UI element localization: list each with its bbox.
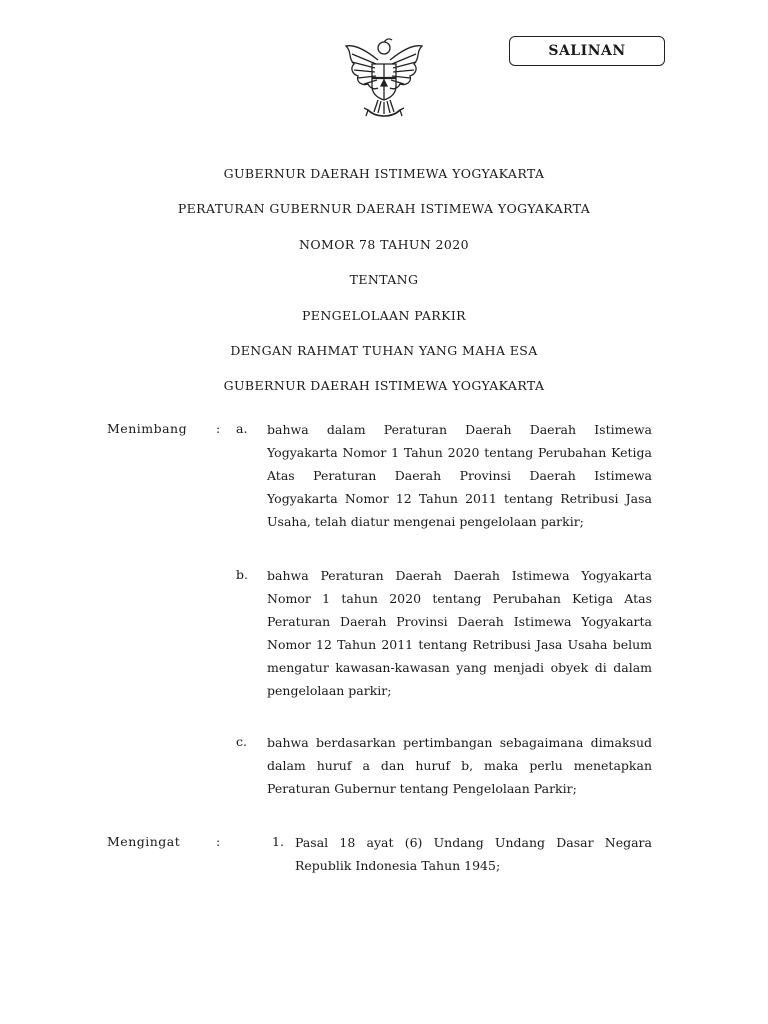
salinan-stamp <box>509 36 665 66</box>
menimbang-colon: : <box>216 421 221 436</box>
menimbang-label: Menimbang <box>107 421 188 436</box>
regulation-type-heading: PERATURAN GUBERNUR DAERAH ISTIMEWA YOGYAKARTA <box>177 201 591 216</box>
about-heading: TENTANG <box>349 272 419 287</box>
issuer-heading: GUBERNUR DAERAH ISTIMEWA YOGYAKARTA <box>223 166 545 181</box>
subject-heading: PENGELOLAAN PARKIR <box>302 308 466 323</box>
regulation-number-heading: NOMOR 78 TAHUN 2020 <box>299 237 469 252</box>
menimbang-item-marker-c: c. <box>236 734 247 749</box>
menimbang-item-c: bahwa berdasarkan pertimbangan sebagaimana dimaksud dalam huruf a dan huruf b, maka perlu menetapkan Peraturan Gubernur tentang Pengelolaan Parkir; <box>267 735 652 796</box>
garuda-emblem-icon <box>338 34 430 126</box>
invocation-heading: DENGAN RAHMAT TUHAN YANG MAHA ESA <box>230 343 538 358</box>
menimbang-item-marker-b: b. <box>236 567 248 582</box>
menimbang-item-b: bahwa Peraturan Daerah Daerah Istimewa Yogyakarta Nomor 1 tahun 2020 tentang Perubahan Ketiga Atas Peraturan Daerah Provinsi Daerah Istimewa Yogyakarta Nomor 12 Tahun 2011 tentang Retribusi Jasa Usaha belum mengatur kawasan-kawasan yang menjadi obyek di dalam pengelolaan parkir; <box>267 568 652 698</box>
mengingat-label: Mengingat <box>107 834 181 849</box>
stamp-label: SALINAN <box>548 43 626 59</box>
menimbang-item-a: bahwa dalam Peraturan Daerah Daerah Istimewa Yogyakarta Nomor 1 Tahun 2020 tentang Perubahan Ketiga Atas Peraturan Daerah Provinsi Daerah Istimewa Yogyakarta Nomor 12 Tahun 2011 tentang Retribusi Jasa Usaha, telah diatur mengenai pengelolaan parkir; <box>267 422 652 529</box>
mengingat-item-marker-1: 1. <box>272 834 284 849</box>
mengingat-item-1: Pasal 18 ayat (6) Undang Undang Dasar Negara Republik Indonesia Tahun 1945; <box>295 835 652 873</box>
menimbang-item-marker-a: a. <box>236 421 248 436</box>
governor-heading: GUBERNUR DAERAH ISTIMEWA YOGYAKARTA <box>223 378 545 393</box>
mengingat-colon: : <box>216 834 221 849</box>
